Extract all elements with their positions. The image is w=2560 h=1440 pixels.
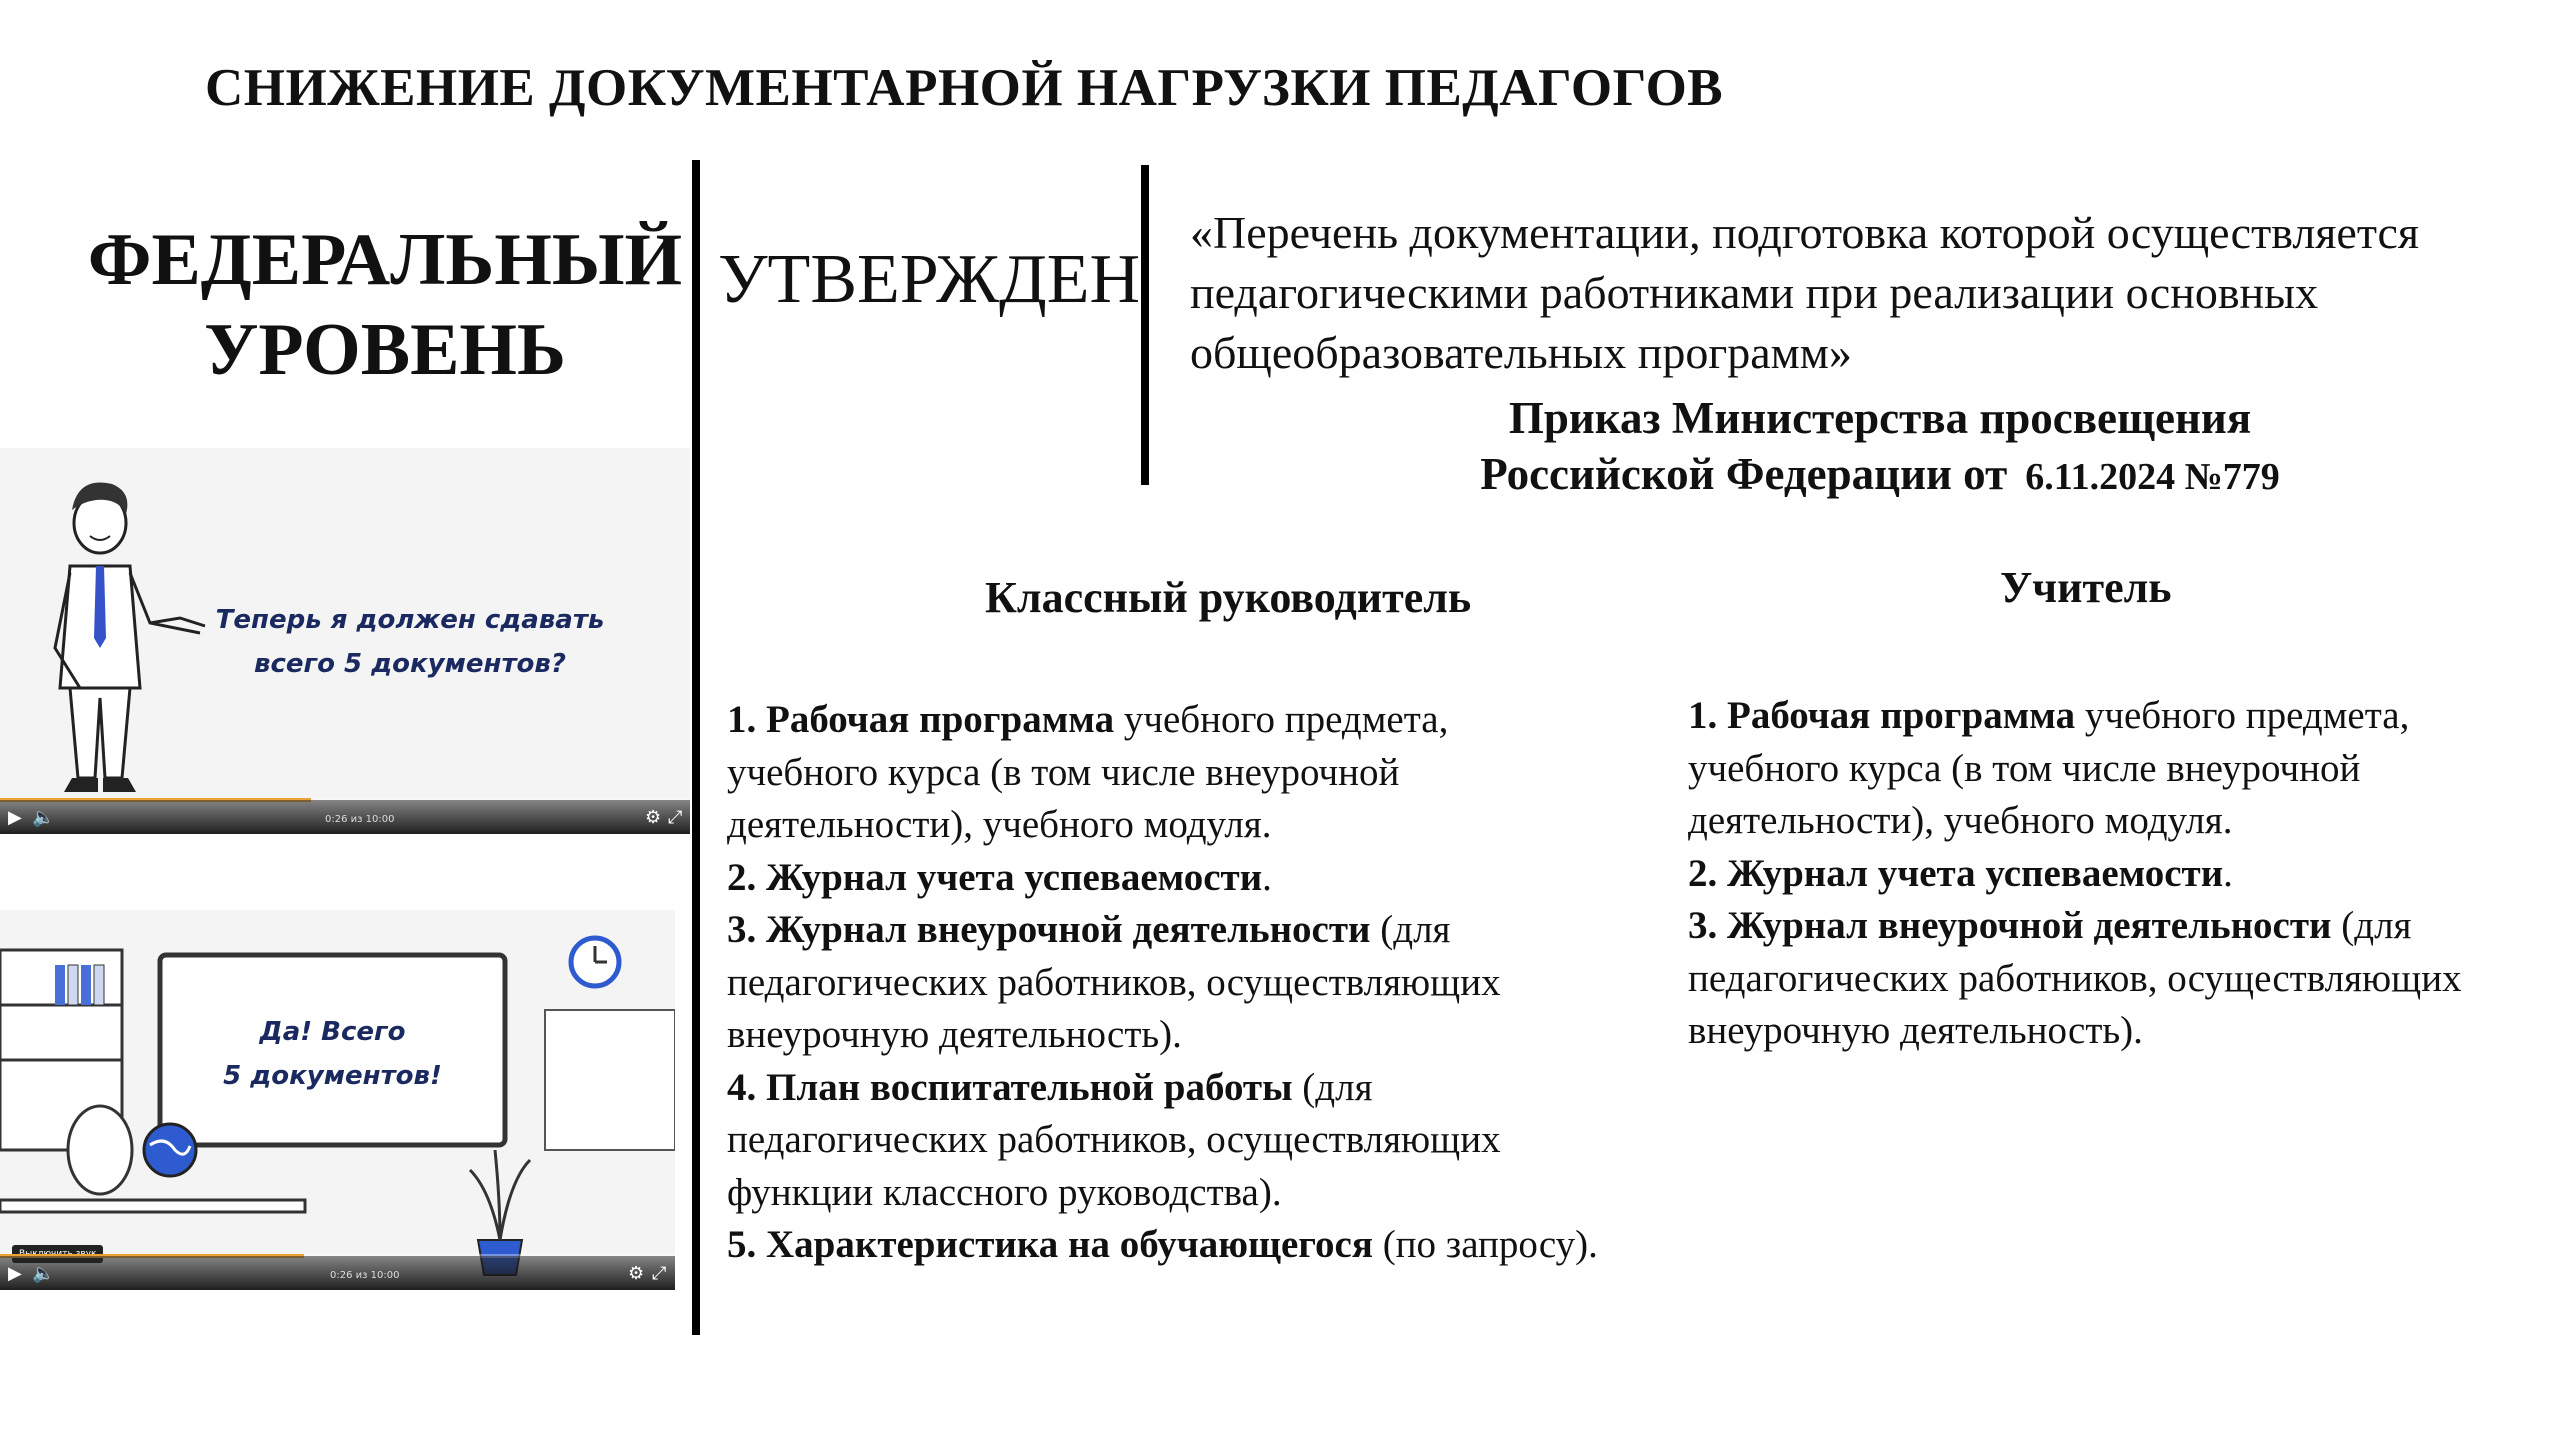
main-divider — [692, 160, 700, 1335]
video-player-1[interactable] — [0, 448, 690, 834]
list-item: 1. Рабочая программа учебного предмета, учебного курса (в том числе внеурочной деятельности), учебного модуля. — [727, 698, 1449, 846]
play-icon[interactable]: ▶ — [8, 807, 22, 828]
order-reference — [1330, 390, 2430, 505]
list-item: 4. План воспитательной работы (для педагогических работников, осуществляющих функции классного руководства). — [727, 1065, 1501, 1214]
list-item: 1. Рабочая программа учебного предмета, учебного курса (в том числе внеурочной деятельности), учебного модуля. — [1688, 694, 2410, 842]
document-title-quote: «Перечень документации, подготовка которой осуществляется педагогическими работниками при реализации основных общеобразовательных программ» — [1190, 207, 2420, 378]
video-2-caption-line-2: 5 документов! — [223, 1061, 442, 1091]
list-item: 3. Журнал внеурочной деятельности (для педагогических работников, осуществляющих внеурочную деятельность). — [1688, 904, 2462, 1052]
approved-divider — [1141, 165, 1149, 485]
video-1-time: 0:26 из 10:00 — [325, 814, 395, 825]
order-date: 6.11.2024 №779 — [2025, 456, 2280, 498]
level-label — [70, 215, 700, 395]
level-line-1: ФЕДЕРАЛЬНЫЙ — [87, 219, 683, 301]
video-player-2[interactable] — [0, 910, 675, 1290]
page-title: СНИЖЕНИЕ ДОКУМЕНТАРНОЙ НАГРУЗКИ ПЕДАГОГОВ — [205, 59, 1724, 117]
fullscreen-icon[interactable]: ⤢ — [652, 1263, 667, 1284]
teacher-document-list — [1688, 690, 2548, 1058]
list-item: 5. Характеристика на обучающегося (по запросу). — [727, 1223, 1598, 1266]
level-line-2: УРОВЕНЬ — [204, 309, 566, 391]
column-heading-teacher: Учитель — [2000, 563, 2172, 612]
class-teacher-document-list — [727, 694, 1607, 1272]
list-item: 2. Журнал учета успеваемости. — [727, 855, 1272, 899]
settings-icon[interactable]: ⚙ — [628, 1263, 645, 1284]
list-item: 3. Журнал внеурочной деятельности (для педагогических работников, осуществляющих внеурочную деятельность). — [727, 908, 1501, 1056]
order-line-1: Приказ Министерства просвещения — [1508, 393, 2252, 443]
video-1-caption-line-1: Теперь я должен сдавать — [215, 605, 605, 635]
list-item: 2. Журнал учета успеваемости. — [1688, 851, 2233, 895]
video-1-caption-line-2: всего 5 документов? — [254, 649, 566, 679]
volume-icon[interactable]: 🔈 — [32, 807, 55, 828]
video-1-caption — [200, 598, 620, 686]
fullscreen-icon[interactable]: ⤢ — [668, 807, 683, 828]
order-line-2: Российской Федерации от — [1480, 449, 2008, 499]
settings-icon[interactable]: ⚙ — [645, 807, 662, 828]
classroom-illustration — [0, 910, 675, 1290]
column-heading-class-teacher: Классный руководитель — [985, 573, 1472, 622]
play-icon[interactable]: ▶ — [8, 1263, 22, 1284]
approved-label: УТВЕРЖДЕН — [718, 241, 1141, 318]
video-2-time: 0:26 из 10:00 — [330, 1270, 400, 1281]
video-2-caption-line-1: Да! Всего — [259, 1017, 406, 1047]
video-2-caption — [160, 1010, 505, 1098]
volume-icon[interactable]: 🔈 — [32, 1263, 55, 1284]
